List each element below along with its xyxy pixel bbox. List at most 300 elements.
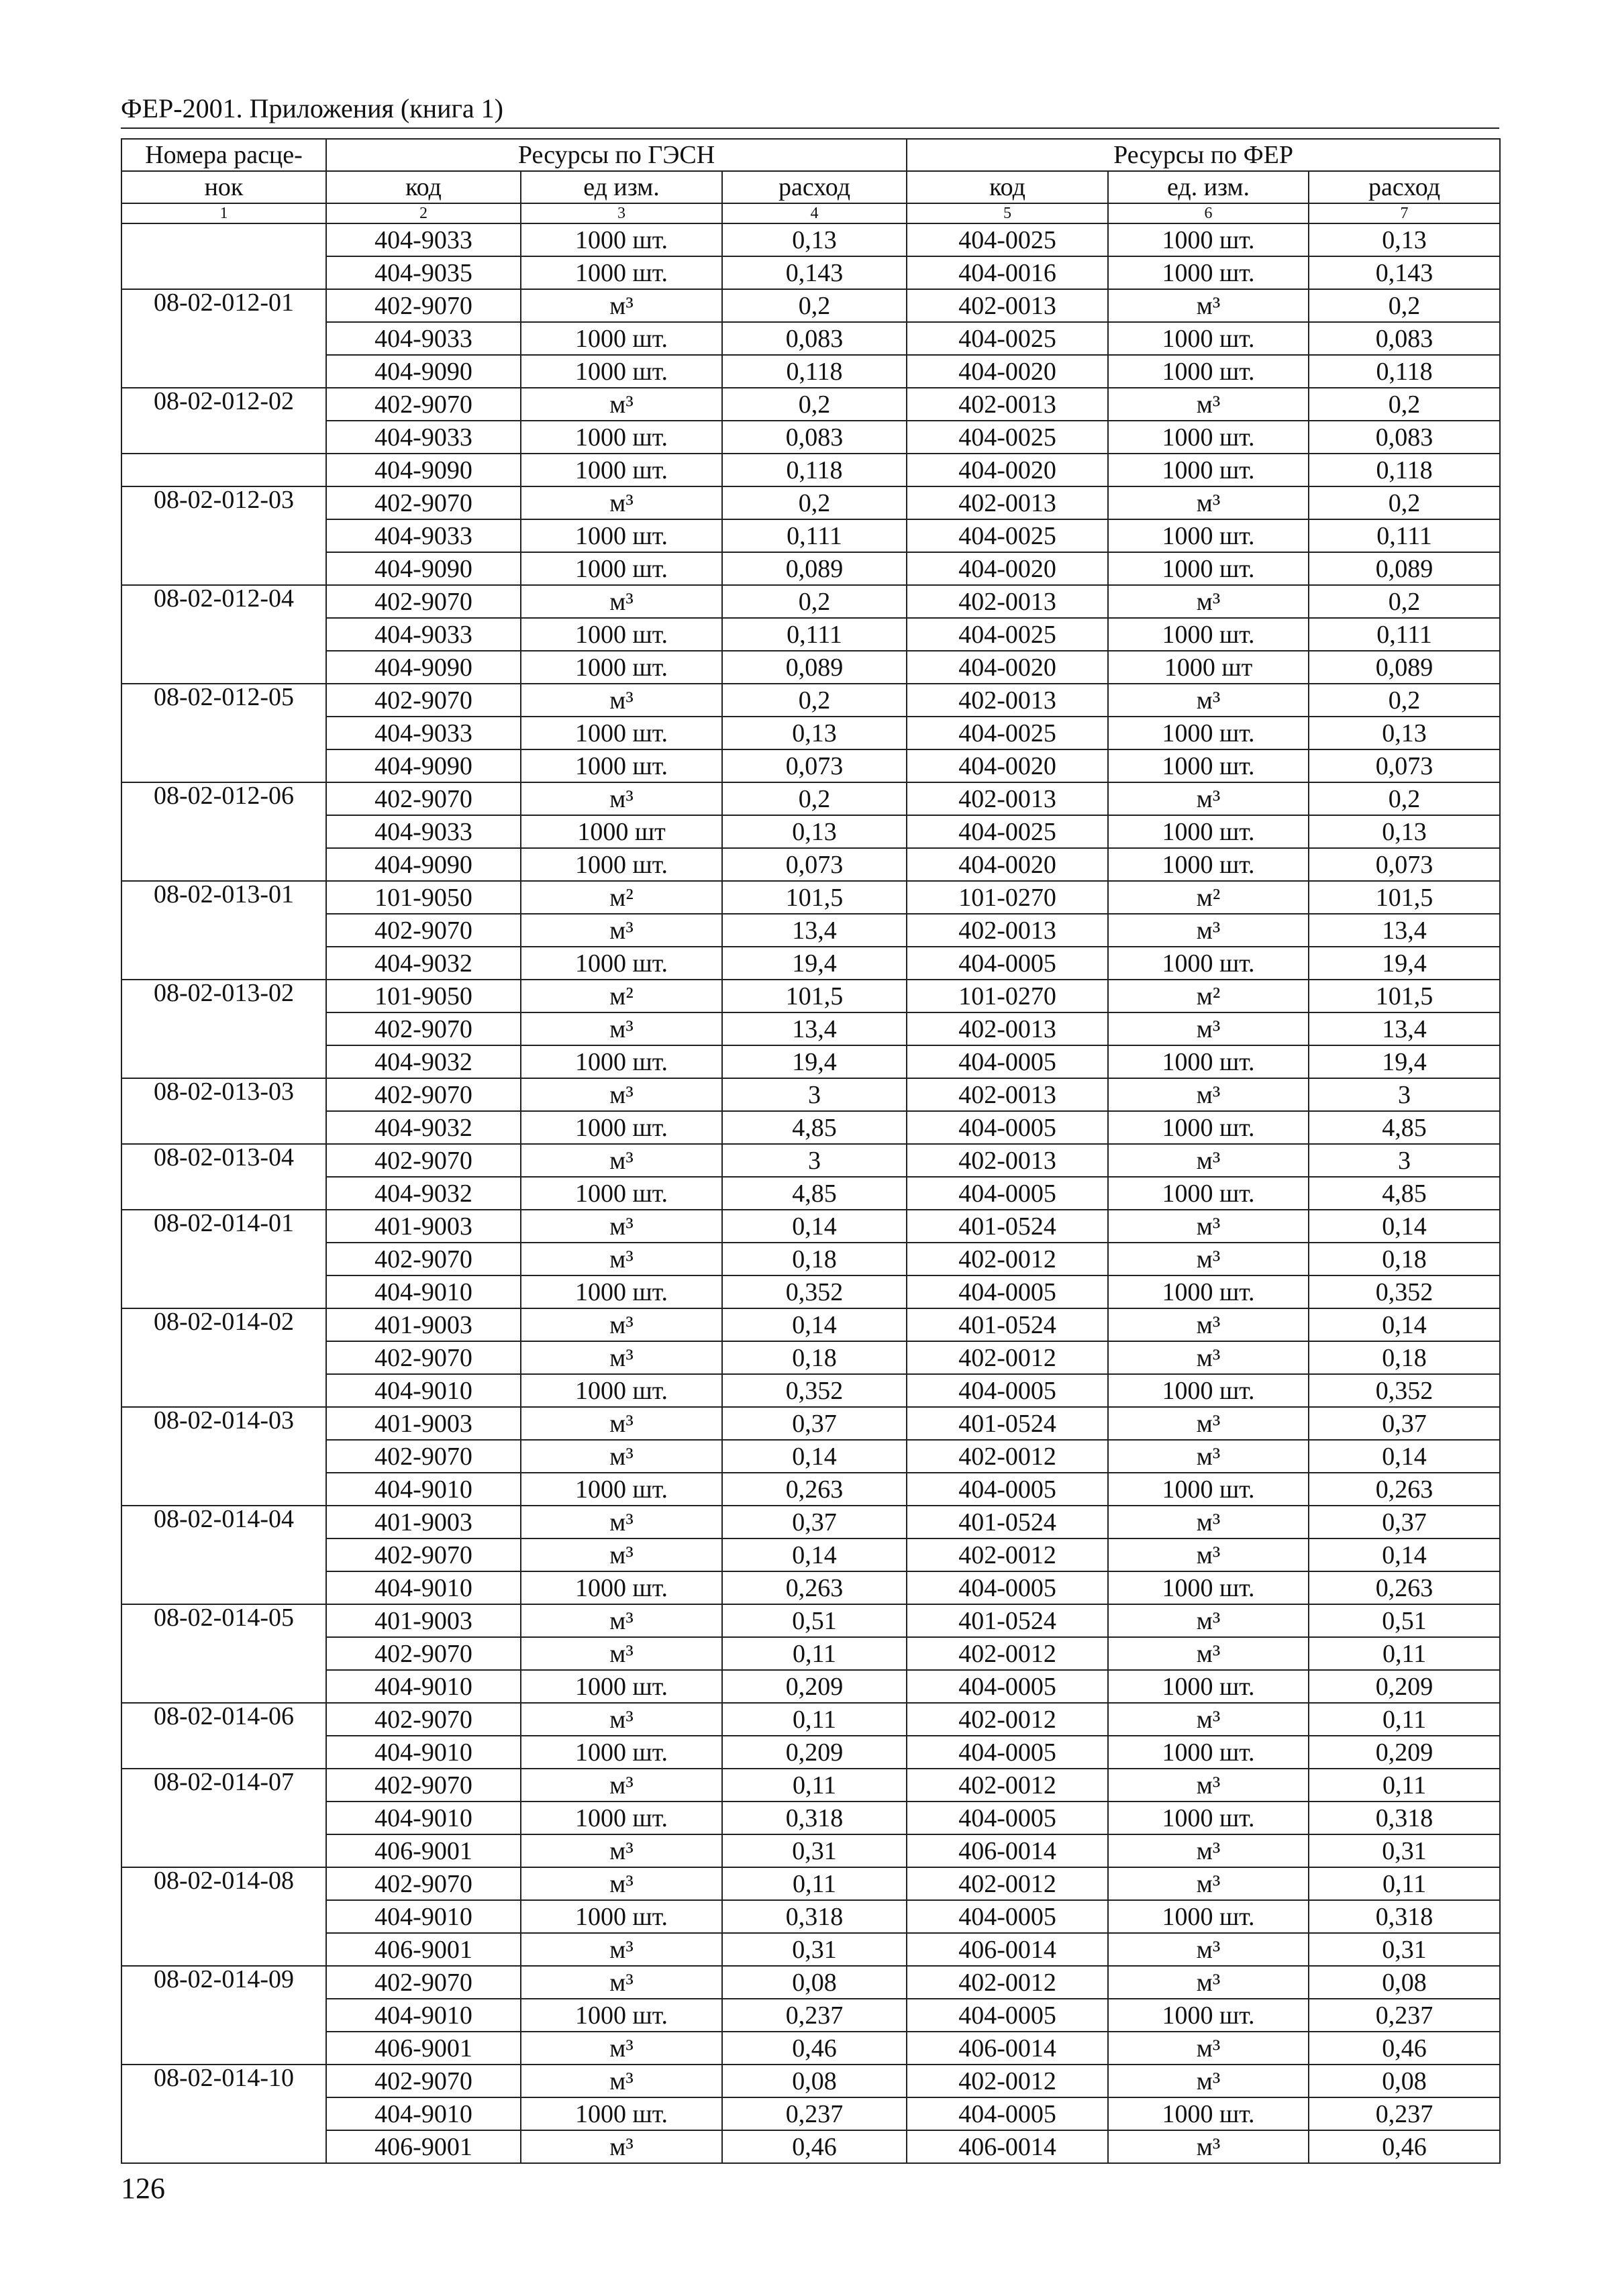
fer-qty-cell: 0,14 xyxy=(1309,1538,1500,1571)
gesn-unit-cell: 1000 шт. xyxy=(521,355,722,388)
fer-code-cell: 402-0013 xyxy=(907,585,1108,618)
gesn-unit-cell: 1000 шт. xyxy=(521,1177,722,1210)
fer-qty-cell: 0,237 xyxy=(1309,1999,1500,2032)
header-rule xyxy=(121,127,1499,129)
table-row xyxy=(121,322,1500,355)
gesn-qty-cell: 4,85 xyxy=(722,1111,907,1144)
rate-number-cell: 08-02-012-06 xyxy=(121,782,326,881)
fer-code-cell: 404-0025 xyxy=(907,815,1108,848)
fer-code-cell: 404-0005 xyxy=(907,947,1108,980)
fer-unit-cell: 1000 шт. xyxy=(1108,1900,1309,1933)
gesn-code-header: код xyxy=(326,171,521,203)
gesn-unit-cell: м³ xyxy=(521,1538,722,1571)
gesn-unit-cell: м³ xyxy=(521,1867,722,1900)
fer-qty-cell: 0,089 xyxy=(1309,552,1500,585)
gesn-qty-cell: 0,18 xyxy=(722,1243,907,1275)
gesn-code-cell: 404-9010 xyxy=(326,1670,521,1703)
fer-qty-cell: 0,13 xyxy=(1309,717,1500,749)
rate-number-cell: 08-02-012-03 xyxy=(121,486,326,585)
gesn-code-cell: 404-9033 xyxy=(326,618,521,651)
fer-code-cell: 404-0025 xyxy=(907,618,1108,651)
rate-number-cell: 08-02-014-01 xyxy=(121,1210,326,1308)
gesn-code-cell: 404-9033 xyxy=(326,223,521,256)
gesn-code-cell: 404-9010 xyxy=(326,1999,521,2032)
table-row xyxy=(121,651,1500,684)
gesn-code-cell: 404-9033 xyxy=(326,717,521,749)
fer-code-cell: 406-0014 xyxy=(907,1933,1108,1966)
fer-unit-cell: м³ xyxy=(1108,1078,1309,1111)
fer-code-cell: 402-0012 xyxy=(907,1637,1108,1670)
gesn-qty-cell: 13,4 xyxy=(722,914,907,947)
gesn-code-cell: 402-9070 xyxy=(326,914,521,947)
gesn-qty-cell: 0,263 xyxy=(722,1473,907,1506)
fer-qty-cell: 4,85 xyxy=(1309,1177,1500,1210)
gesn-unit-cell: 1000 шт. xyxy=(521,1111,722,1144)
fer-qty-cell: 0,237 xyxy=(1309,2097,1500,2130)
gesn-code-cell: 402-9070 xyxy=(326,486,521,519)
fer-code-cell: 406-0014 xyxy=(907,2130,1108,2163)
fer-unit-cell: 1000 шт. xyxy=(1108,223,1309,256)
fer-qty-cell: 0,083 xyxy=(1309,421,1500,454)
gesn-qty-cell: 0,237 xyxy=(722,1999,907,2032)
gesn-unit-cell: 1000 шт. xyxy=(521,1670,722,1703)
gesn-unit-cell: м³ xyxy=(521,1308,722,1341)
table-row xyxy=(121,1966,1500,1999)
table-row xyxy=(121,1867,1500,1900)
table-row xyxy=(121,980,1500,1012)
fer-code-cell: 402-0013 xyxy=(907,289,1108,322)
gesn-code-cell: 406-9001 xyxy=(326,2130,521,2163)
gesn-qty-cell: 0,13 xyxy=(722,717,907,749)
fer-unit-cell: м³ xyxy=(1108,684,1309,717)
gesn-unit-cell: м³ xyxy=(521,1966,722,1999)
table-row xyxy=(121,1999,1500,2032)
gesn-unit-cell: м³ xyxy=(521,1834,722,1867)
gesn-qty-cell: 3 xyxy=(722,1078,907,1111)
gesn-unit-cell: 1000 шт. xyxy=(521,1045,722,1078)
table-row xyxy=(121,1374,1500,1407)
fer-code-cell: 402-0013 xyxy=(907,486,1108,519)
fer-qty-cell: 0,11 xyxy=(1309,1703,1500,1736)
fer-unit-cell: м³ xyxy=(1108,2065,1309,2097)
fer-qty-cell: 0,08 xyxy=(1309,2065,1500,2097)
fer-code-cell: 406-0014 xyxy=(907,2032,1108,2065)
fer-qty-cell: 0,46 xyxy=(1309,2130,1500,2163)
fer-code-cell: 402-0013 xyxy=(907,914,1108,947)
fer-code-cell: 402-0012 xyxy=(907,1440,1108,1473)
fer-qty-cell: 0,352 xyxy=(1309,1374,1500,1407)
column-number: 2 xyxy=(326,203,521,223)
gesn-qty-cell: 101,5 xyxy=(722,881,907,914)
fer-qty-cell: 101,5 xyxy=(1309,881,1500,914)
fer-qty-cell: 101,5 xyxy=(1309,980,1500,1012)
gesn-unit-cell: 1000 шт. xyxy=(521,322,722,355)
fer-code-cell: 404-0020 xyxy=(907,848,1108,881)
gesn-code-cell: 404-9032 xyxy=(326,1045,521,1078)
gesn-unit-cell: 1000 шт. xyxy=(521,519,722,552)
gesn-code-cell: 401-9003 xyxy=(326,1407,521,1440)
fer-code-cell: 401-0524 xyxy=(907,1210,1108,1243)
gesn-qty-cell: 0,083 xyxy=(722,421,907,454)
fer-unit-cell: м³ xyxy=(1108,1637,1309,1670)
gesn-qty-cell: 0,2 xyxy=(722,388,907,421)
fer-unit-cell: 1000 шт. xyxy=(1108,717,1309,749)
gesn-unit-cell: 1000 шт. xyxy=(521,749,722,782)
fer-unit-cell: 1000 шт. xyxy=(1108,552,1309,585)
gesn-unit-cell: м³ xyxy=(521,1440,722,1473)
fer-qty-cell: 0,118 xyxy=(1309,355,1500,388)
fer-qty-cell: 0,51 xyxy=(1309,1604,1500,1637)
gesn-unit-cell: 1000 шт. xyxy=(521,1900,722,1933)
gesn-qty-cell: 0,11 xyxy=(722,1703,907,1736)
fer-code-cell: 401-0524 xyxy=(907,1604,1108,1637)
fer-code-cell: 402-0012 xyxy=(907,1538,1108,1571)
fer-qty-cell: 0,11 xyxy=(1309,1637,1500,1670)
fer-qty-cell: 0,118 xyxy=(1309,454,1500,486)
fer-unit-cell: 1000 шт. xyxy=(1108,421,1309,454)
gesn-qty-cell: 0,2 xyxy=(722,684,907,717)
fer-unit-cell: 1000 шт xyxy=(1108,651,1309,684)
rate-number-cell: 08-02-014-03 xyxy=(121,1407,326,1506)
gesn-qty-cell: 0,2 xyxy=(722,585,907,618)
fer-qty-cell: 0,073 xyxy=(1309,749,1500,782)
fer-code-cell: 402-0013 xyxy=(907,1078,1108,1111)
table-row xyxy=(121,1506,1500,1538)
gesn-code-cell: 101-9050 xyxy=(326,881,521,914)
fer-code-cell: 101-0270 xyxy=(907,980,1108,1012)
fer-unit-cell: м³ xyxy=(1108,1308,1309,1341)
gesn-code-cell: 404-9090 xyxy=(326,848,521,881)
fer-code-cell: 404-0005 xyxy=(907,1177,1108,1210)
gesn-qty-cell: 0,08 xyxy=(722,1966,907,1999)
gesn-code-cell: 401-9003 xyxy=(326,1604,521,1637)
gesn-code-cell: 404-9033 xyxy=(326,421,521,454)
column-number: 3 xyxy=(521,203,722,223)
fer-code-cell: 404-0005 xyxy=(907,1045,1108,1078)
rate-number-cell: 08-02-014-06 xyxy=(121,1703,326,1769)
fer-qty-cell: 0,263 xyxy=(1309,1571,1500,1604)
fer-unit-cell: 1000 шт. xyxy=(1108,749,1309,782)
fer-code-cell: 402-0012 xyxy=(907,2065,1108,2097)
table-row xyxy=(121,2097,1500,2130)
fer-qty-cell: 0,111 xyxy=(1309,519,1500,552)
gesn-code-cell: 401-9003 xyxy=(326,1308,521,1341)
gesn-qty-cell: 0,118 xyxy=(722,454,907,486)
gesn-unit-cell: 1000 шт. xyxy=(521,1473,722,1506)
gesn-qty-cell: 0,11 xyxy=(722,1769,907,1802)
table-row xyxy=(121,1670,1500,1703)
fer-code-cell: 402-0012 xyxy=(907,1966,1108,1999)
column-number-row xyxy=(121,203,1500,223)
table-row xyxy=(121,1045,1500,1078)
fer-code-cell: 406-0014 xyxy=(907,1834,1108,1867)
fer-code-cell: 402-0012 xyxy=(907,1243,1108,1275)
fer-unit-cell: 1000 шт. xyxy=(1108,848,1309,881)
gesn-qty-cell: 0,37 xyxy=(722,1506,907,1538)
table-row xyxy=(121,1703,1500,1736)
gesn-code-cell: 404-9010 xyxy=(326,1571,521,1604)
gesn-qty-cell: 0,13 xyxy=(722,815,907,848)
fer-unit-cell: 1000 шт. xyxy=(1108,519,1309,552)
fer-unit-cell: м³ xyxy=(1108,289,1309,322)
fer-unit-cell: м³ xyxy=(1108,782,1309,815)
fer-unit-cell: м³ xyxy=(1108,1703,1309,1736)
gesn-qty-cell: 0,083 xyxy=(722,322,907,355)
gesn-code-cell: 402-9070 xyxy=(326,1538,521,1571)
fer-code-cell: 404-0020 xyxy=(907,749,1108,782)
fer-code-cell: 401-0524 xyxy=(907,1407,1108,1440)
fer-code-cell: 404-0005 xyxy=(907,1473,1108,1506)
table-row xyxy=(121,1341,1500,1374)
gesn-unit-cell: м³ xyxy=(521,1506,722,1538)
gesn-qty-cell: 0,318 xyxy=(722,1802,907,1834)
fer-unit-cell: 1000 шт. xyxy=(1108,355,1309,388)
gesn-qty-cell: 0,111 xyxy=(722,519,907,552)
table-row xyxy=(121,1012,1500,1045)
fer-unit-cell: 1000 шт. xyxy=(1108,1736,1309,1769)
fer-qty-cell: 0,14 xyxy=(1309,1440,1500,1473)
gesn-unit-cell: м³ xyxy=(521,289,722,322)
table-row xyxy=(121,1769,1500,1802)
fer-code-cell: 404-0025 xyxy=(907,223,1108,256)
fer-unit-cell: м³ xyxy=(1108,2032,1309,2065)
table-row xyxy=(121,223,1500,256)
gesn-qty-cell: 0,08 xyxy=(722,2065,907,2097)
gesn-code-cell: 402-9070 xyxy=(326,1966,521,1999)
fer-unit-cell: 1000 шт. xyxy=(1108,1473,1309,1506)
table-row xyxy=(121,717,1500,749)
gesn-qty-cell: 0,263 xyxy=(722,1571,907,1604)
fer-qty-cell: 0,143 xyxy=(1309,256,1500,289)
fer-unit-cell: м³ xyxy=(1108,1407,1309,1440)
fer-qty-cell: 0,209 xyxy=(1309,1670,1500,1703)
gesn-unit-cell: м³ xyxy=(521,1210,722,1243)
fer-code-cell: 402-0013 xyxy=(907,1012,1108,1045)
gesn-code-cell: 404-9033 xyxy=(326,322,521,355)
fer-code-cell: 404-0025 xyxy=(907,322,1108,355)
rate-number-cell: 08-02-013-04 xyxy=(121,1144,326,1210)
gesn-unit-cell: м³ xyxy=(521,2032,722,2065)
rate-number-cell: 08-02-012-04 xyxy=(121,585,326,684)
fer-qty-cell: 0,13 xyxy=(1309,815,1500,848)
gesn-code-cell: 404-9010 xyxy=(326,1736,521,1769)
gesn-unit-cell: м³ xyxy=(521,1012,722,1045)
table-row xyxy=(121,1210,1500,1243)
table-row xyxy=(121,1078,1500,1111)
gesn-qty-cell: 0,2 xyxy=(722,289,907,322)
fer-unit-header: ед. изм. xyxy=(1108,171,1309,203)
gesn-unit-cell: м² xyxy=(521,881,722,914)
gesn-code-cell: 404-9010 xyxy=(326,1473,521,1506)
gesn-qty-cell: 0,13 xyxy=(722,223,907,256)
fer-qty-cell: 0,209 xyxy=(1309,1736,1500,1769)
gesn-code-cell: 404-9090 xyxy=(326,552,521,585)
gesn-unit-cell: м³ xyxy=(521,782,722,815)
gesn-code-cell: 404-9010 xyxy=(326,1900,521,1933)
gesn-code-cell: 404-9090 xyxy=(326,454,521,486)
fer-unit-cell: 1000 шт. xyxy=(1108,1045,1309,1078)
fer-unit-cell: 1000 шт. xyxy=(1108,1999,1309,2032)
gesn-code-cell: 404-9090 xyxy=(326,749,521,782)
gesn-unit-header: ед изм. xyxy=(521,171,722,203)
fer-qty-cell: 0,089 xyxy=(1309,651,1500,684)
fer-unit-cell: м² xyxy=(1108,980,1309,1012)
gesn-qty-cell: 0,352 xyxy=(722,1374,907,1407)
header-row-sub xyxy=(121,171,1500,203)
fer-code-cell: 404-0020 xyxy=(907,552,1108,585)
gesn-code-cell: 402-9070 xyxy=(326,388,521,421)
gesn-qty-cell: 0,089 xyxy=(722,651,907,684)
fer-qty-cell: 19,4 xyxy=(1309,947,1500,980)
gesn-unit-cell: м³ xyxy=(521,2130,722,2163)
gesn-unit-cell: 1000 шт. xyxy=(521,618,722,651)
rate-number-cell: 08-02-014-09 xyxy=(121,1966,326,2065)
gesn-code-cell: 404-9033 xyxy=(326,815,521,848)
fer-unit-cell: м³ xyxy=(1108,1966,1309,1999)
fer-unit-cell: м³ xyxy=(1108,1243,1309,1275)
gesn-qty-cell: 19,4 xyxy=(722,947,907,980)
fer-qty-cell: 3 xyxy=(1309,1144,1500,1177)
gesn-unit-cell: 1000 шт. xyxy=(521,2097,722,2130)
fer-unit-cell: м³ xyxy=(1108,1604,1309,1637)
fer-code-cell: 402-0012 xyxy=(907,1703,1108,1736)
table-row xyxy=(121,585,1500,618)
table-row xyxy=(121,1900,1500,1933)
fer-unit-cell: 1000 шт. xyxy=(1108,1177,1309,1210)
gesn-code-cell: 402-9070 xyxy=(326,684,521,717)
fer-qty-cell: 0,37 xyxy=(1309,1407,1500,1440)
fer-qty-cell: 0,31 xyxy=(1309,1933,1500,1966)
table-row xyxy=(121,1604,1500,1637)
gesn-qty-cell: 0,2 xyxy=(722,486,907,519)
gesn-code-cell: 101-9050 xyxy=(326,980,521,1012)
column-number: 7 xyxy=(1309,203,1500,223)
fer-unit-cell: м³ xyxy=(1108,585,1309,618)
table-row xyxy=(121,1111,1500,1144)
gesn-unit-cell: 1000 шт. xyxy=(521,1802,722,1834)
fer-code-cell: 404-0005 xyxy=(907,1900,1108,1933)
fer-unit-cell: м³ xyxy=(1108,1210,1309,1243)
fer-unit-cell: м³ xyxy=(1108,1538,1309,1571)
table-row xyxy=(121,2130,1500,2163)
gesn-code-cell: 402-9070 xyxy=(326,1341,521,1374)
fer-unit-cell: 1000 шт. xyxy=(1108,618,1309,651)
fer-unit-cell: 1000 шт. xyxy=(1108,1111,1309,1144)
fer-code-cell: 402-0013 xyxy=(907,388,1108,421)
fer-unit-cell: м³ xyxy=(1108,1440,1309,1473)
resources-table xyxy=(121,138,1501,2164)
table-row xyxy=(121,2032,1500,2065)
table-row xyxy=(121,914,1500,947)
table-row xyxy=(121,519,1500,552)
fer-qty-cell: 0,2 xyxy=(1309,289,1500,322)
fer-code-cell: 402-0012 xyxy=(907,1769,1108,1802)
table-row xyxy=(121,1308,1500,1341)
gesn-unit-cell: 1000 шт. xyxy=(521,256,722,289)
gesn-code-cell: 401-9003 xyxy=(326,1210,521,1243)
table-body xyxy=(121,223,1500,2163)
fer-unit-cell: м³ xyxy=(1108,1867,1309,1900)
fer-unit-cell: м³ xyxy=(1108,2130,1309,2163)
fer-code-cell: 404-0025 xyxy=(907,421,1108,454)
fer-code-cell: 404-0020 xyxy=(907,454,1108,486)
table-row xyxy=(121,2065,1500,2097)
gesn-qty-cell: 101,5 xyxy=(722,980,907,1012)
page-number: 126 xyxy=(121,2172,165,2205)
table-row xyxy=(121,1802,1500,1834)
table-row xyxy=(121,256,1500,289)
gesn-qty-cell: 0,14 xyxy=(722,1440,907,1473)
fer-qty-cell: 0,2 xyxy=(1309,388,1500,421)
gesn-qty-cell: 0,46 xyxy=(722,2130,907,2163)
fer-qty-cell: 0,2 xyxy=(1309,684,1500,717)
fer-code-cell: 101-0270 xyxy=(907,881,1108,914)
rate-number-cell: 08-02-013-02 xyxy=(121,980,326,1078)
rate-number-cell: 08-02-014-04 xyxy=(121,1506,326,1604)
fer-qty-cell: 0,318 xyxy=(1309,1802,1500,1834)
fer-qty-cell: 4,85 xyxy=(1309,1111,1500,1144)
rate-number-cell: 08-02-012-02 xyxy=(121,388,326,454)
fer-unit-cell: 1000 шт. xyxy=(1108,1374,1309,1407)
gesn-unit-cell: 1000 шт. xyxy=(521,848,722,881)
fer-unit-cell: 1000 шт. xyxy=(1108,815,1309,848)
gesn-unit-cell: 1000 шт. xyxy=(521,421,722,454)
gesn-qty-cell: 0,073 xyxy=(722,848,907,881)
fer-unit-cell: 1000 шт. xyxy=(1108,1670,1309,1703)
gesn-code-cell: 401-9003 xyxy=(326,1506,521,1538)
fer-qty-cell: 0,14 xyxy=(1309,1210,1500,1243)
gesn-qty-cell: 0,089 xyxy=(722,552,907,585)
table-row xyxy=(121,749,1500,782)
gesn-qty-cell: 0,209 xyxy=(722,1670,907,1703)
column-number: 6 xyxy=(1108,203,1309,223)
fer-unit-cell: м³ xyxy=(1108,1341,1309,1374)
table-row xyxy=(121,1440,1500,1473)
gesn-code-cell: 402-9070 xyxy=(326,1769,521,1802)
gesn-unit-cell: 1000 шт. xyxy=(521,1374,722,1407)
fer-qty-header: расход xyxy=(1309,171,1500,203)
fer-qty-cell: 0,2 xyxy=(1309,585,1500,618)
fer-unit-cell: м³ xyxy=(1108,486,1309,519)
fer-qty-cell: 0,11 xyxy=(1309,1867,1500,1900)
rate-number-header-cont: нок xyxy=(121,171,326,203)
table-row xyxy=(121,1275,1500,1308)
fer-unit-cell: 1000 шт. xyxy=(1108,1275,1309,1308)
table-row xyxy=(121,486,1500,519)
fer-code-cell: 404-0005 xyxy=(907,1670,1108,1703)
fer-qty-cell: 0,31 xyxy=(1309,1834,1500,1867)
fer-code-cell: 404-0025 xyxy=(907,519,1108,552)
fer-qty-cell: 0,2 xyxy=(1309,782,1500,815)
fer-qty-cell: 0,46 xyxy=(1309,2032,1500,2065)
fer-code-cell: 402-0013 xyxy=(907,782,1108,815)
fer-code-cell: 404-0005 xyxy=(907,1275,1108,1308)
gesn-qty-cell: 0,14 xyxy=(722,1210,907,1243)
gesn-unit-cell: 1000 шт xyxy=(521,815,722,848)
fer-code-cell: 404-0005 xyxy=(907,1374,1108,1407)
fer-unit-cell: м³ xyxy=(1108,1506,1309,1538)
gesn-qty-cell: 0,37 xyxy=(722,1407,907,1440)
gesn-unit-cell: 1000 шт. xyxy=(521,454,722,486)
gesn-qty-cell: 0,11 xyxy=(722,1867,907,1900)
rate-number-cell xyxy=(121,223,326,289)
fer-unit-cell: 1000 шт. xyxy=(1108,1571,1309,1604)
fer-unit-cell: 1000 шт. xyxy=(1108,1802,1309,1834)
gesn-unit-cell: м³ xyxy=(521,486,722,519)
fer-qty-cell: 0,18 xyxy=(1309,1341,1500,1374)
table-row xyxy=(121,782,1500,815)
gesn-code-cell: 404-9090 xyxy=(326,355,521,388)
